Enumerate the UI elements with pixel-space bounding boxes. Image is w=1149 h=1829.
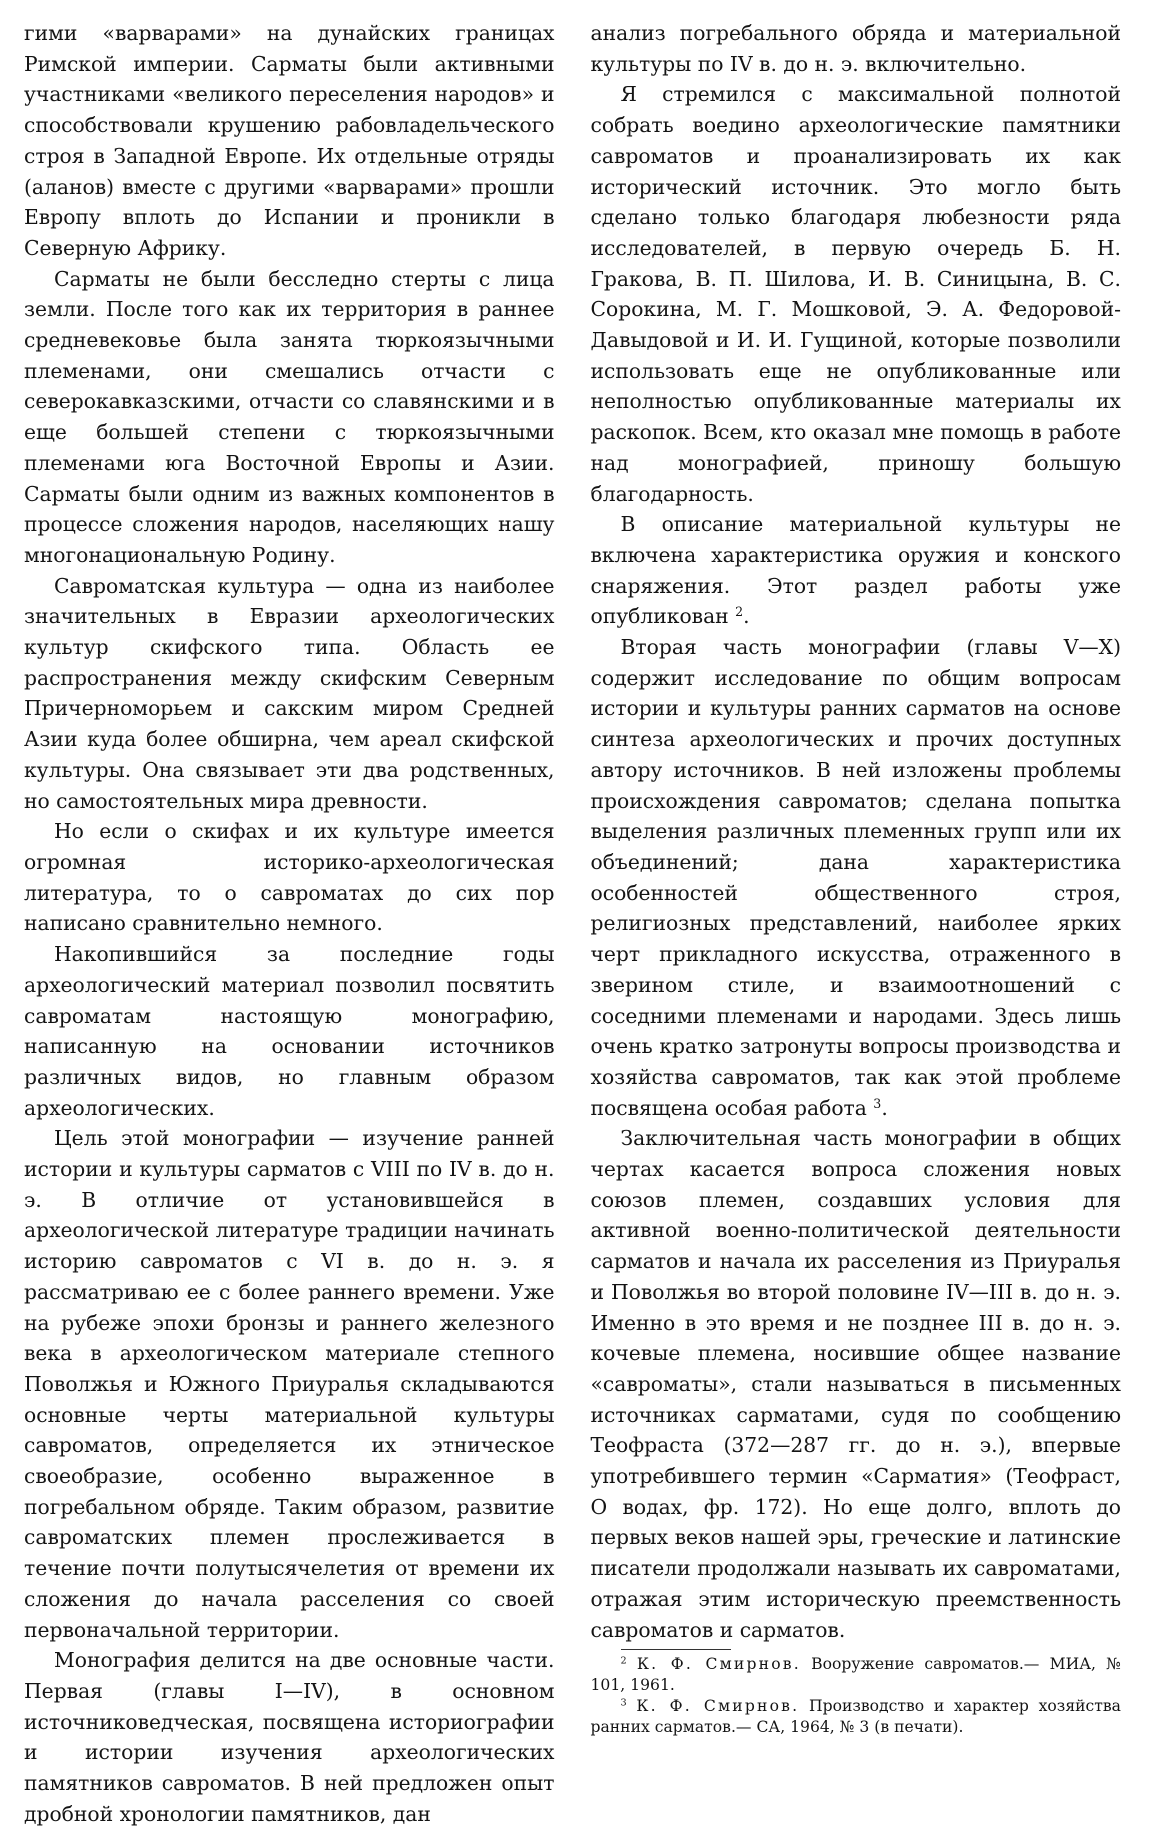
paragraph: гими «варварами» на дунайских границах Римской империи. Сарматы были активными участниками «великого переселения народов» и способствовали крушению рабовладельческого строя в Западной Европе. Их отдельные отряды (аланов) вместе с другими «варварами» прошли Европу вплоть до Испании и проникли в Северную Африку. <box>24 21 555 260</box>
footnote-text: Вооружение савроматов.— МИА, № 101, 1961. <box>590 1655 1121 1695</box>
left-column <box>24 18 555 1826</box>
paragraph: Но если о скифах и их культуре имеется огромная историко-археологическая литература, то о савроматах до сих пор написано сравнительно немного. <box>24 819 555 936</box>
footnote-number: 2 <box>620 1655 627 1667</box>
paragraph: анализ погребального обряда и материальной культуры по IV в. до н. э. включительно. <box>590 21 1121 76</box>
footnote-author: К. Ф. Смирнов. <box>636 1655 801 1674</box>
right-column <box>590 18 1122 1737</box>
footnote-number: 3 <box>620 1697 627 1709</box>
paragraph-end: . <box>743 604 750 629</box>
footnote-text: Производство и характер хозяйства ранних сарматов.— СА, 1964, № 3 (в печати). <box>590 1697 1121 1737</box>
paragraph-end: . <box>881 1095 888 1120</box>
paragraph: Савроматская культура — одна из наиболее значительных в Евразии археологических культур скифского типа. Область ее распространения между скифским Северным Причерноморьем и сакским миром Средней Азии куда более обширна, чем ареал скифской культуры. Она связывает эти два родственных, но самостоятельных мира древности. <box>24 573 555 813</box>
paragraph: Сарматы не были бесследно стерты с лица земли. После того как их территория в раннее средневековье была занята тюркоязычными племенами, они смешались отчасти с северокавказскими, отчасти со славянскими и в еще большей степени с тюркоязычными племенами юга Восточной Европы и Азии. Сарматы были одним из важных компонентов в процессе сложения народов, населяющих нашу многонациональную Родину. <box>24 266 555 567</box>
footnote-ref[interactable]: 3 <box>873 1095 882 1111</box>
paragraph: Я стремился с максимальной полнотой собрать воедино археологические памятники савроматов и проанализировать их как исторический источник. Это могло быть сделано только благодаря любезности ряда исследователей, в первую очередь Б. Н. Гракова, В. П. Шилова, И. В. Синицына, В. С. Сорокина, М. Г. Мошковой, Э. А. Федоровой-Давыдовой и И. И. Гущиной, которые позволили использовать еще не опубликованные или неполностью опубликованные материалы их раскопок. Всем, кто оказал мне помощь в работе над монографией, приношу большую благодарность. <box>590 82 1121 506</box>
footnote <box>591 1654 1122 1696</box>
paragraph: Заключительная часть монографии в общих чертах касается вопроса сложения новых союзов племен, создавших условия для активной военно-политической деятельности сарматов и начала их расселения из Приуралья и Поволжья во второй половине IV—III в. до н. э. Именно в это время и не позднее III в. до н. э. кочевые племена, носившие общее название «савроматы», стали называться в письменных источниках сарматами, судя по сообщению Теофраста (372—287 гг. до н. э.), впервые употребившего термин «Сарматия» (Теофраст, О водах, фр. 172). Но еще долго, вплоть до первых веков нашей эры, греческие и латинские писатели продолжали называть их савроматами, отражая этим историческую преемственность савроматов и сарматов. <box>590 1126 1121 1642</box>
paragraph: Монография делится на две основные части. Первая (главы I—IV), в основном источниковедческая, посвящена историографии и истории изучения археологических памятников савроматов. В ней предложен опыт дробной хронологии памятников, дан <box>24 1648 555 1826</box>
footnote-divider <box>621 1649 731 1650</box>
paragraph <box>591 509 1122 632</box>
footnote-author: К. Ф. Смирнов. <box>636 1697 800 1716</box>
paragraph-text: Вторая часть монографии (главы V—X) содержит исследование по общим вопросам истории и культуры ранних сарматов на основе синтеза археологических и прочих доступных автору источников. В ней изложены проблемы происхождения савроматов; сделана попытка выделения различных племенных групп или их объединений; дана характеристика особенностей общественного строя, религиозных представлений, наиболее ярких черт прикладного искусства, отраженного в зверином стиле, и взаимоотношений с соседними племенами и народами. Здесь лишь очень кратко затронуты вопросы производства и хозяйства савроматов, так как этой проблеме посвящена особая работа <box>590 635 1121 1120</box>
paragraph: Цель этой монографии — изучение ранней истории и культуры сарматов с VIII по IV в. до н. э. В отличие от установившейся в археологической литературе традиции начинать историю савроматов с VI в. до н. э. я рассматриваю ее с более раннего времени. Уже на рубеже эпохи бронзы и раннего железного века в археологическом материале степного Поволжья и Южного Приуралья складываются основные черты материальной культуры савроматов, определяется их этническое своеобразие, особенно выраженное в погребальном обряде. Таким образом, развитие савроматских племен прослеживается в течение почти полутысячелетия от времени их сложения до начала расселения со своей первоначальной территории. <box>24 1126 555 1642</box>
paragraph <box>591 632 1122 1123</box>
footnote <box>591 1696 1122 1738</box>
paragraph-text: В описание материальной культуры не включена характеристика оружия и конского снаряжения. Этот раздел работы уже опубликован <box>590 512 1121 629</box>
paragraph: Накопившийся за последние годы археологический материал позволил посвятить савроматам настоящую монографию, написанную на основании источников различных видов, но главным образом археологических. <box>24 942 555 1120</box>
footnote-ref[interactable]: 2 <box>735 604 744 620</box>
